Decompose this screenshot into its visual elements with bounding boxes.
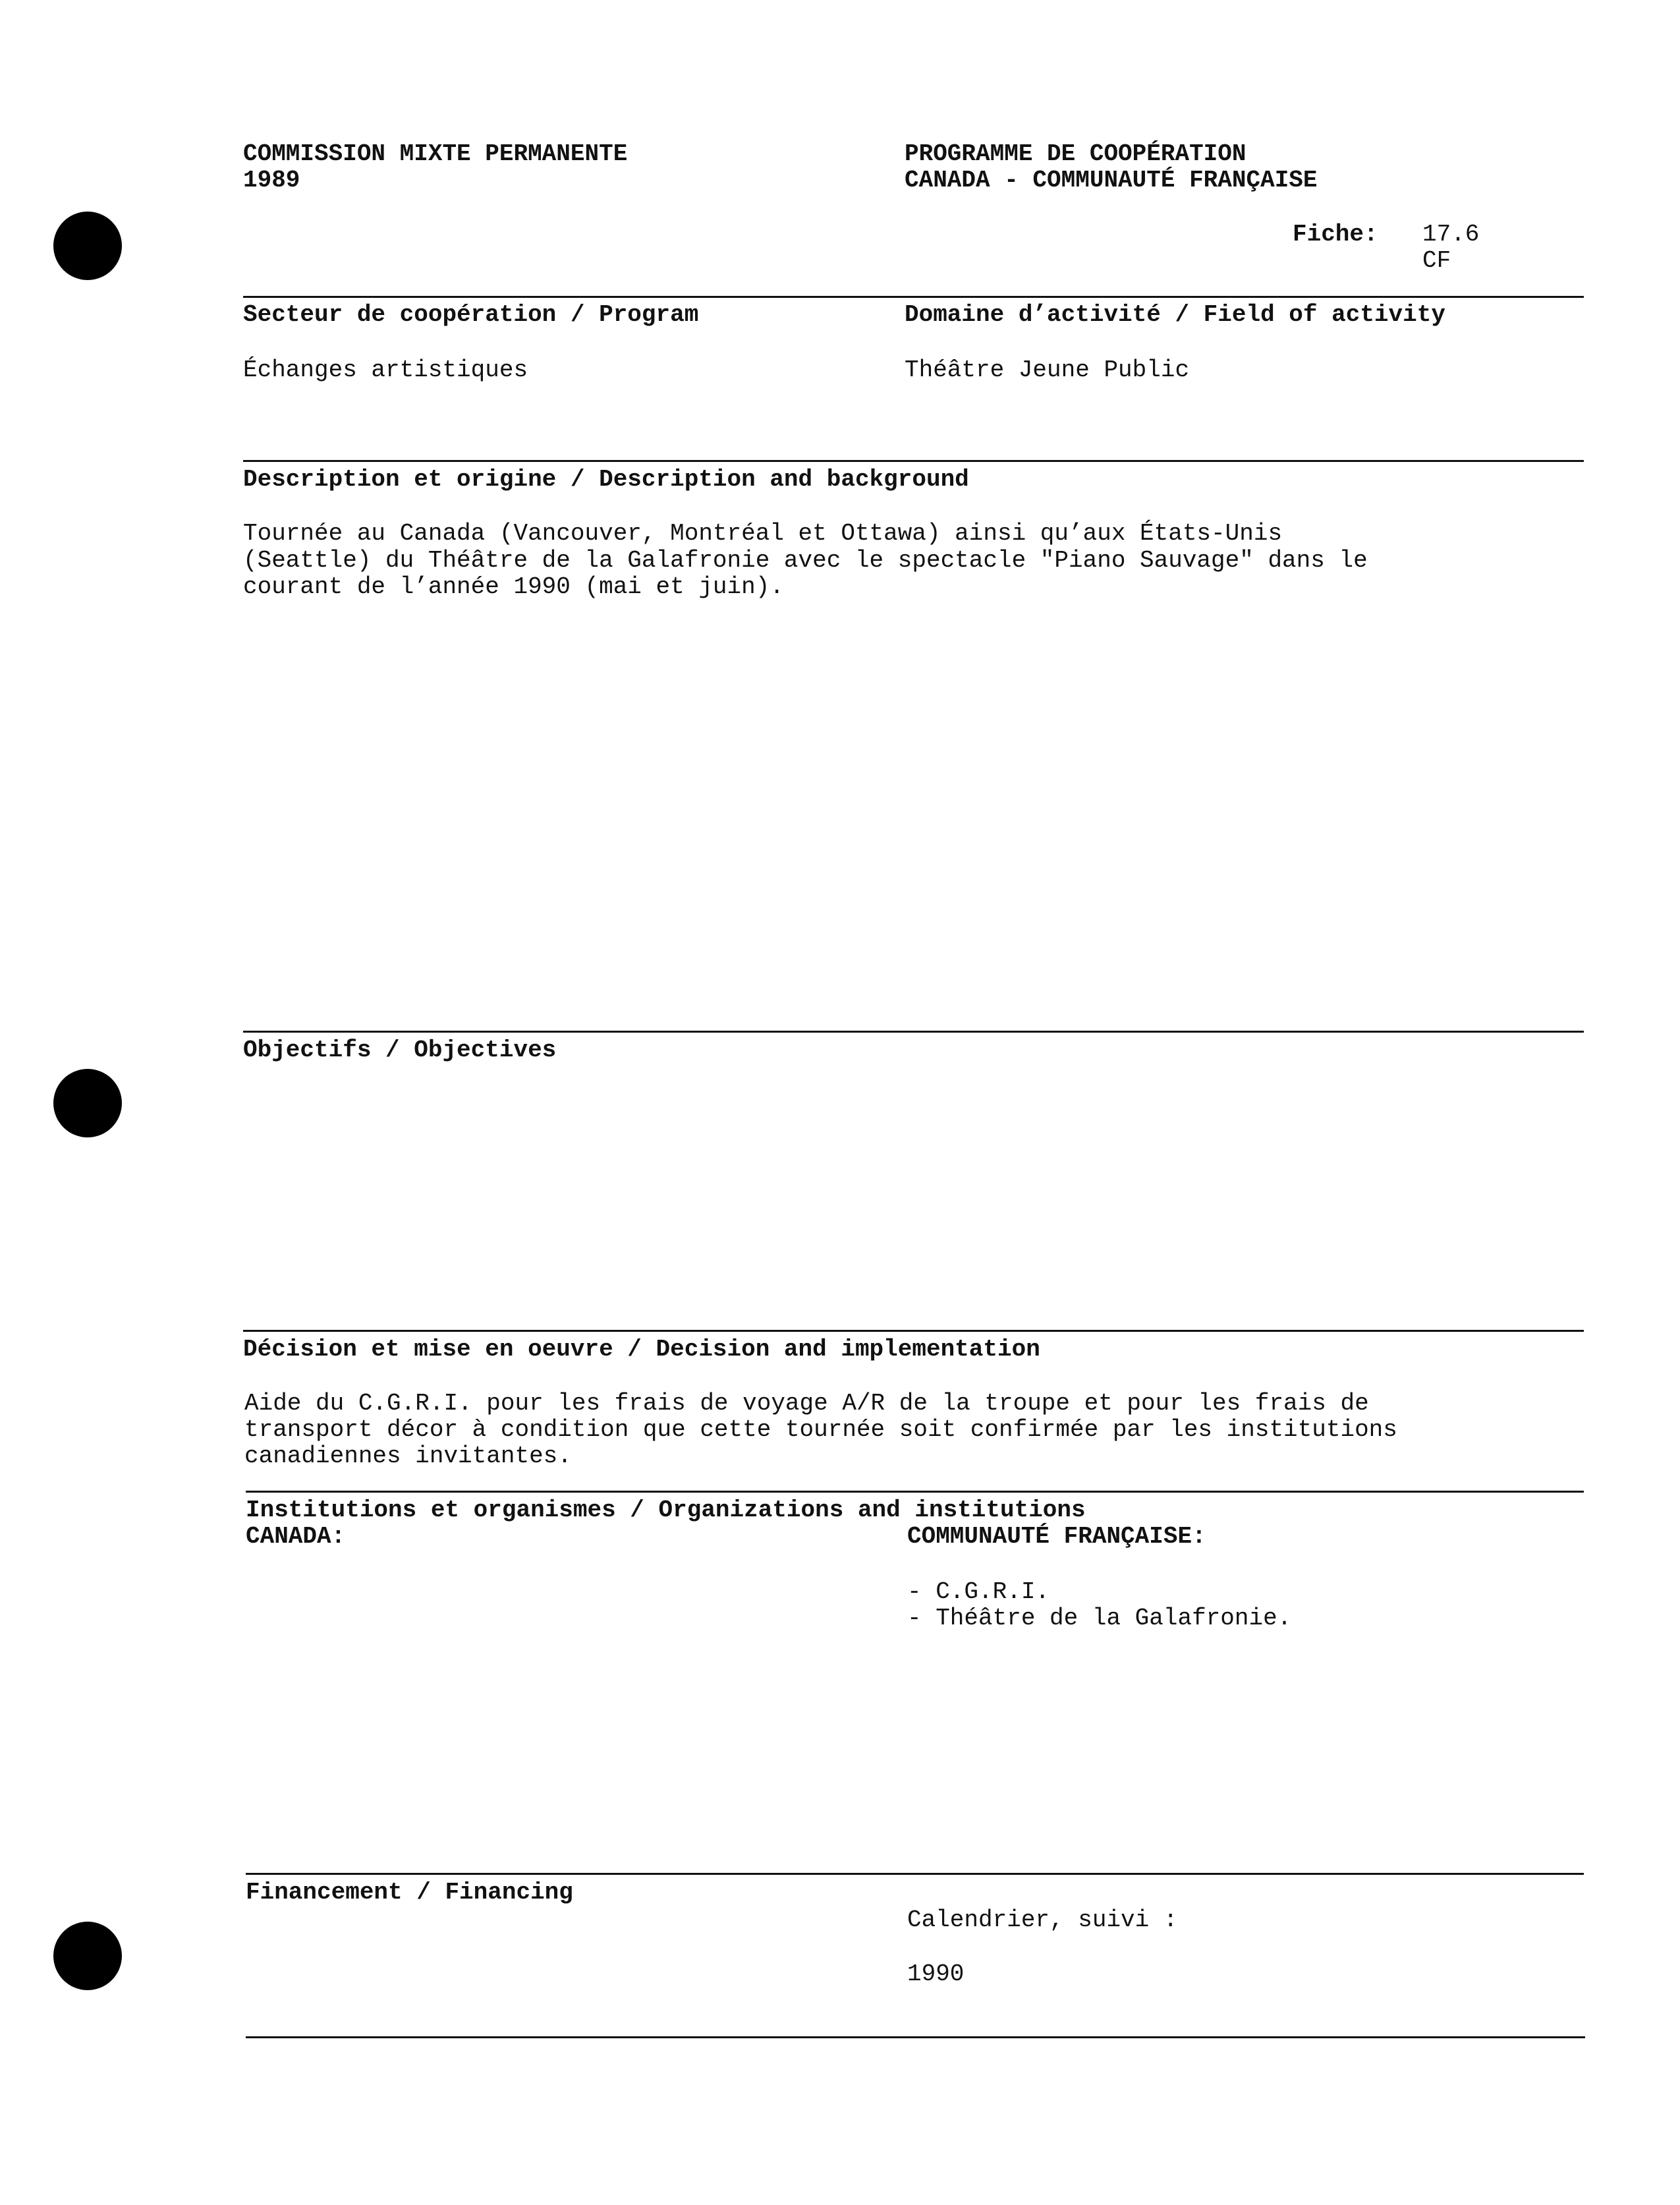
fiche-number: 17.6 bbox=[1422, 221, 1480, 248]
communaute-label: COMMUNAUTÉ FRANÇAISE: bbox=[907, 1523, 1206, 1550]
divider-7 bbox=[246, 2036, 1585, 2038]
decision-line: canadiennes invitantes. bbox=[244, 1443, 572, 1470]
punch-hole-bottom bbox=[53, 1922, 122, 1990]
fiche-label: Fiche: bbox=[1293, 221, 1378, 248]
divider-3 bbox=[243, 1031, 1584, 1033]
fiche-code: CF bbox=[1422, 247, 1451, 274]
punch-hole-middle bbox=[53, 1069, 122, 1137]
canada-label: CANADA: bbox=[246, 1523, 346, 1550]
objectifs-label: Objectifs / Objectives bbox=[243, 1037, 557, 1064]
commission-title: COMMISSION MIXTE PERMANENTE bbox=[243, 140, 628, 167]
programme-title: PROGRAMME DE COOPÉRATION bbox=[905, 140, 1246, 167]
description-line: Tournée au Canada (Vancouver, Montréal et Ottawa) ainsi qu’aux États-Unis bbox=[243, 520, 1283, 547]
divider-5 bbox=[246, 1491, 1584, 1493]
communaute-item: - C.G.R.I. bbox=[907, 1578, 1050, 1605]
communaute-item: - Théâtre de la Galafronie. bbox=[907, 1605, 1292, 1632]
punch-hole-top bbox=[53, 212, 122, 280]
financement-label: Financement / Financing bbox=[246, 1879, 573, 1906]
domaine-value: Théâtre Jeune Public bbox=[905, 357, 1190, 384]
calendrier-value: 1990 bbox=[907, 1961, 965, 1988]
domaine-label: Domaine d’activité / Field of activity bbox=[905, 301, 1445, 328]
divider-2 bbox=[243, 460, 1584, 462]
secteur-label: Secteur de coopération / Program bbox=[243, 301, 699, 328]
decision-label: Décision et mise en oeuvre / Decision and implementation bbox=[243, 1336, 1040, 1363]
description-label: Description et origine / Description and background bbox=[243, 466, 969, 493]
commission-year: 1989 bbox=[243, 167, 300, 194]
divider-4 bbox=[243, 1330, 1584, 1332]
decision-line: Aide du C.G.R.I. pour les frais de voyage A/R de la troupe et pour les frais de bbox=[244, 1390, 1369, 1417]
description-line: (Seattle) du Théâtre de la Galafronie avec le spectacle "Piano Sauvage" dans le bbox=[243, 547, 1368, 574]
description-line: courant de l’année 1990 (mai et juin). bbox=[243, 573, 784, 600]
divider-6 bbox=[246, 1873, 1584, 1875]
programme-subtitle: CANADA - COMMUNAUTÉ FRANÇAISE bbox=[905, 167, 1318, 194]
calendrier-label: Calendrier, suivi : bbox=[907, 1906, 1178, 1933]
divider-1 bbox=[243, 296, 1584, 298]
decision-line: transport décor à condition que cette tournée soit confirmée par les institutions bbox=[244, 1416, 1397, 1443]
secteur-value: Échanges artistiques bbox=[243, 357, 528, 384]
institutions-label: Institutions et organismes / Organizations and institutions bbox=[246, 1497, 1086, 1524]
